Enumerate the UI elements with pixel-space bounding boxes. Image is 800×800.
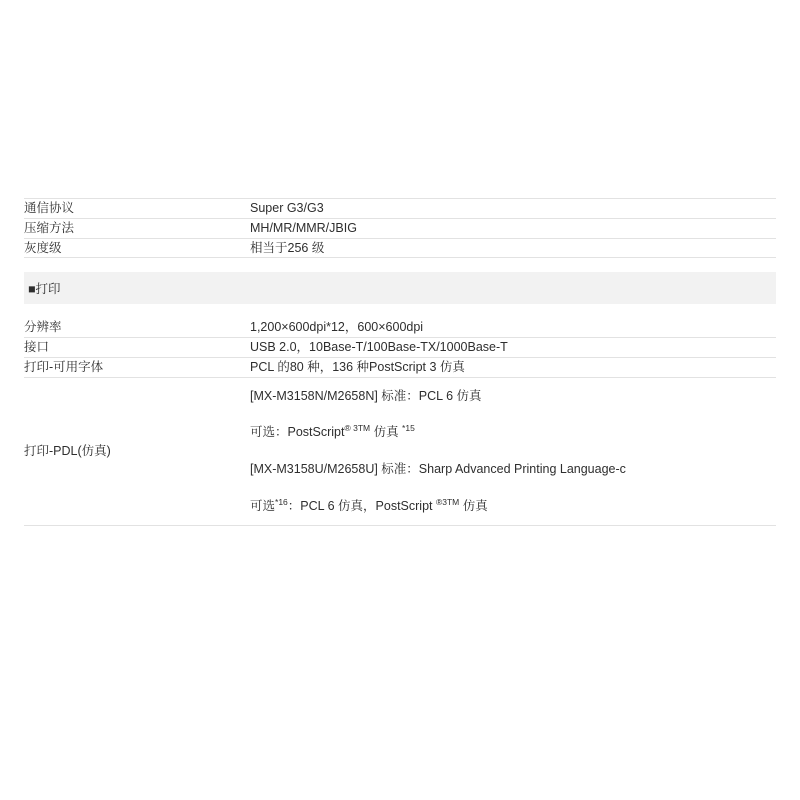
table-row <box>24 199 776 219</box>
row-value: USB 2.0，10Base-T/100Base-TX/1000Base-T <box>250 340 508 354</box>
pdl-sup: ® 3TM <box>344 423 371 434</box>
pdl-line-text: 可选 <box>250 498 276 513</box>
row-value-multiline <box>250 377 776 525</box>
pdl-line <box>250 488 776 525</box>
spacer-row <box>24 304 776 318</box>
pdl-line <box>250 414 776 451</box>
specification-table <box>24 198 776 526</box>
spacer-row <box>24 258 776 273</box>
section-header-print <box>24 272 776 304</box>
row-label: 压缩方法 <box>24 220 75 235</box>
pdl-line-text: 可选：PostScript <box>250 425 345 440</box>
table-row-pdl <box>24 377 776 525</box>
pdl-line-text: [MX-M3158U/M2658U] 标准：Sharp Advanced Printing Language-c <box>250 462 626 476</box>
row-value: PCL 的80 种，136 种PostScript 3 仿真 <box>250 359 465 374</box>
pdl-sup: ®3TM <box>435 496 460 507</box>
row-value: 1,200×600dpi*12，600×600dpi <box>250 320 424 335</box>
row-value: 相当于256 级 <box>250 240 325 255</box>
table-row <box>24 218 776 238</box>
pdl-line-mid: ：PCL 6 仿真，PostScript <box>287 498 436 513</box>
row-label: 打印-可用字体 <box>24 359 104 374</box>
pdl-line <box>250 451 776 488</box>
row-value: MH/MR/MMR/JBIG <box>250 220 357 235</box>
pdl-line <box>250 378 776 415</box>
row-label: 打印-PDL(仿真) <box>24 443 111 458</box>
section-header-label: ■打印 <box>24 272 776 304</box>
table-row <box>24 238 776 258</box>
pdl-sup: *15 <box>402 423 415 434</box>
pdl-line-mid: 仿真 <box>370 425 403 440</box>
row-value: Super G3/G3 <box>250 201 324 215</box>
row-label: 分辨率 <box>24 320 62 335</box>
row-label: 灰度级 <box>24 240 62 255</box>
pdl-line-suffix: 仿真 <box>459 498 488 513</box>
table-row <box>24 318 776 337</box>
row-label: 接口 <box>24 340 50 354</box>
table-row <box>24 357 776 377</box>
pdl-line-text: [MX-M3158N/M2658N] 标准：PCL 6 仿真 <box>250 388 482 403</box>
table-row <box>24 338 776 358</box>
row-label: 通信协议 <box>24 201 75 215</box>
pdl-sup: *16 <box>275 496 288 507</box>
